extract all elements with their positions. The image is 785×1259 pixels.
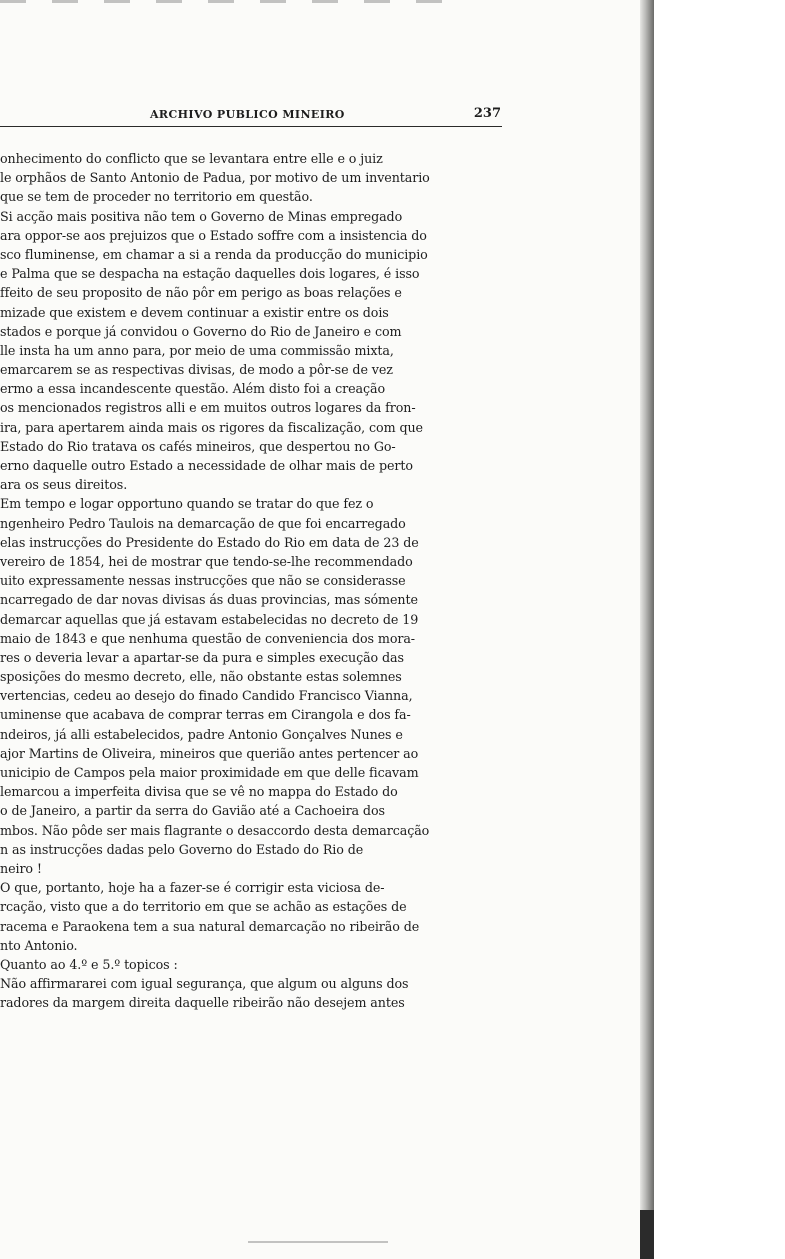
- body-text: [0, 149, 520, 1012]
- text-line: demarcar aquellas que já estavam estabelecidas no decreto de 19: [0, 611, 419, 627]
- text-line: sco fluminense, em chamar a si a renda da producção do municipio: [0, 246, 428, 262]
- text-line: Quanto ao 4.º e 5.º topicos :: [0, 956, 178, 972]
- text-line: Estado do Rio tratava os cafés mineiros, que despertou no Go-: [0, 438, 396, 454]
- text-line: neiro !: [0, 860, 42, 876]
- text-line: erno daquelle outro Estado a necessidade de olhar mais de perto: [0, 458, 413, 473]
- text-line: le orphãos de Santo Antonio de Padua, por motivo de um inventario: [0, 170, 430, 186]
- text-line: o de Janeiro, a partir da serra do Gavião até a Cachoeira dos: [0, 803, 385, 819]
- text-line: n as instrucções dadas pelo Governo do Estado do Rio de: [0, 841, 364, 857]
- text-line: os mencionados registros alli e em muitos outros logares da fron-: [0, 400, 416, 416]
- text-line: ndeiros, já alli estabelecidos, padre Antonio Gonçalves Nunes e: [0, 726, 403, 742]
- text-line: elas instrucções do Presidente do Estado do Rio em data de 23 de: [0, 534, 419, 550]
- text-line: ara os seus direitos.: [0, 477, 128, 493]
- page-gutter-shadow: [640, 0, 654, 1259]
- text-line: mbos. Não pôde ser mais flagrante o desaccordo desta demarcação: [0, 822, 430, 838]
- text-line: unicipio de Campos pela maior proximidade em que delle ficavam: [0, 765, 419, 780]
- text-line: Não affirmararei com igual segurança, que algum ou alguns dos: [0, 976, 409, 992]
- text-line: res o deveria levar a apartar-se da pura e simples execução das: [0, 649, 404, 665]
- text-line: ffeito de seu proposito de não pôr em perigo as boas relações e: [0, 285, 402, 301]
- text-line: vertencias, cedeu ao desejo do finado Candido Francisco Vianna,: [0, 688, 413, 704]
- text-line: que se tem de proceder no territorio em questão.: [0, 189, 313, 205]
- running-head: ARCHIVO PUBLICO MINEIRO: [150, 108, 345, 121]
- text-line: radores da margem direita daquelle ribeirão não desejem antes: [0, 995, 405, 1011]
- page-number: 237: [473, 106, 501, 121]
- page-header: [0, 106, 505, 126]
- text-line: maio de 1843 e que nenhuma questão de conveniencia dos mora-: [0, 630, 415, 646]
- text-line: Si acção mais positiva não tem o Governo de Minas empregado: [0, 208, 403, 224]
- scan-margin: [654, 0, 785, 1259]
- text-line: stados e porque já convidou o Governo do Rio de Janeiro e com: [0, 323, 402, 339]
- top-edge-mark: [0, 0, 460, 3]
- text-line: ngenheiro Pedro Taulois na demarcação de que foi encarregado: [0, 515, 406, 531]
- gutter-dark-corner: [640, 1210, 654, 1259]
- header-rule: [0, 126, 502, 127]
- text-line: ermo a essa incandescente questão. Além disto foi a creação: [0, 381, 386, 397]
- text-line: mizade que existem e devem continuar a existir entre os dois: [0, 304, 389, 320]
- text-line: onhecimento do conflicto que se levantara entre elle e o juiz: [0, 151, 383, 166]
- text-line: sposições do mesmo decreto, elle, não obstante estas solemnes: [0, 669, 402, 685]
- text-line: O que, portanto, hoje ha a fazer-se é corrigir esta viciosa de-: [0, 880, 385, 896]
- text-line: racema e Paraokena tem a sua natural demarcação no ribeirão de: [0, 918, 420, 934]
- text-line: lemarcou a imperfeita divisa que se vê no mappa do Estado do: [0, 784, 398, 800]
- text-line: lle insta ha um anno para, por meio de uma commissão mixta,: [0, 342, 394, 358]
- text-line: ajor Martins de Oliveira, mineiros que querião antes pertencer ao: [0, 745, 419, 761]
- text-line: ira, para apertarem ainda mais os rigores da fiscalização, com que: [0, 419, 423, 435]
- text-line: ara oppor-se aos prejuizos que o Estado soffre com a insistencia do: [0, 227, 427, 243]
- text-line: rcação, visto que a do territorio em que se achão as estações de: [0, 899, 407, 915]
- text-line: uminense que acabava de comprar terras em Cirangola e dos fa-: [0, 707, 411, 723]
- text-line: uito expressamente nessas instrucções que não se considerasse: [0, 573, 406, 589]
- text-line: ncarregado de dar novas divisas ás duas provincias, mas sómente: [0, 592, 418, 608]
- text-line: vereiro de 1854, hei de mostrar que tendo-se-lhe recommendado: [0, 553, 413, 569]
- text-line: nto Antonio.: [0, 937, 78, 953]
- bottom-edge-mark: [248, 1241, 388, 1243]
- text-line: e Palma que se despacha na estação daquelles dois logares, é isso: [0, 266, 420, 282]
- text-line: emarcarem se as respectivas divisas, de modo a pôr-se de vez: [0, 362, 393, 378]
- text-line: Em tempo e logar opportuno quando se tratar do que fez o: [0, 496, 374, 512]
